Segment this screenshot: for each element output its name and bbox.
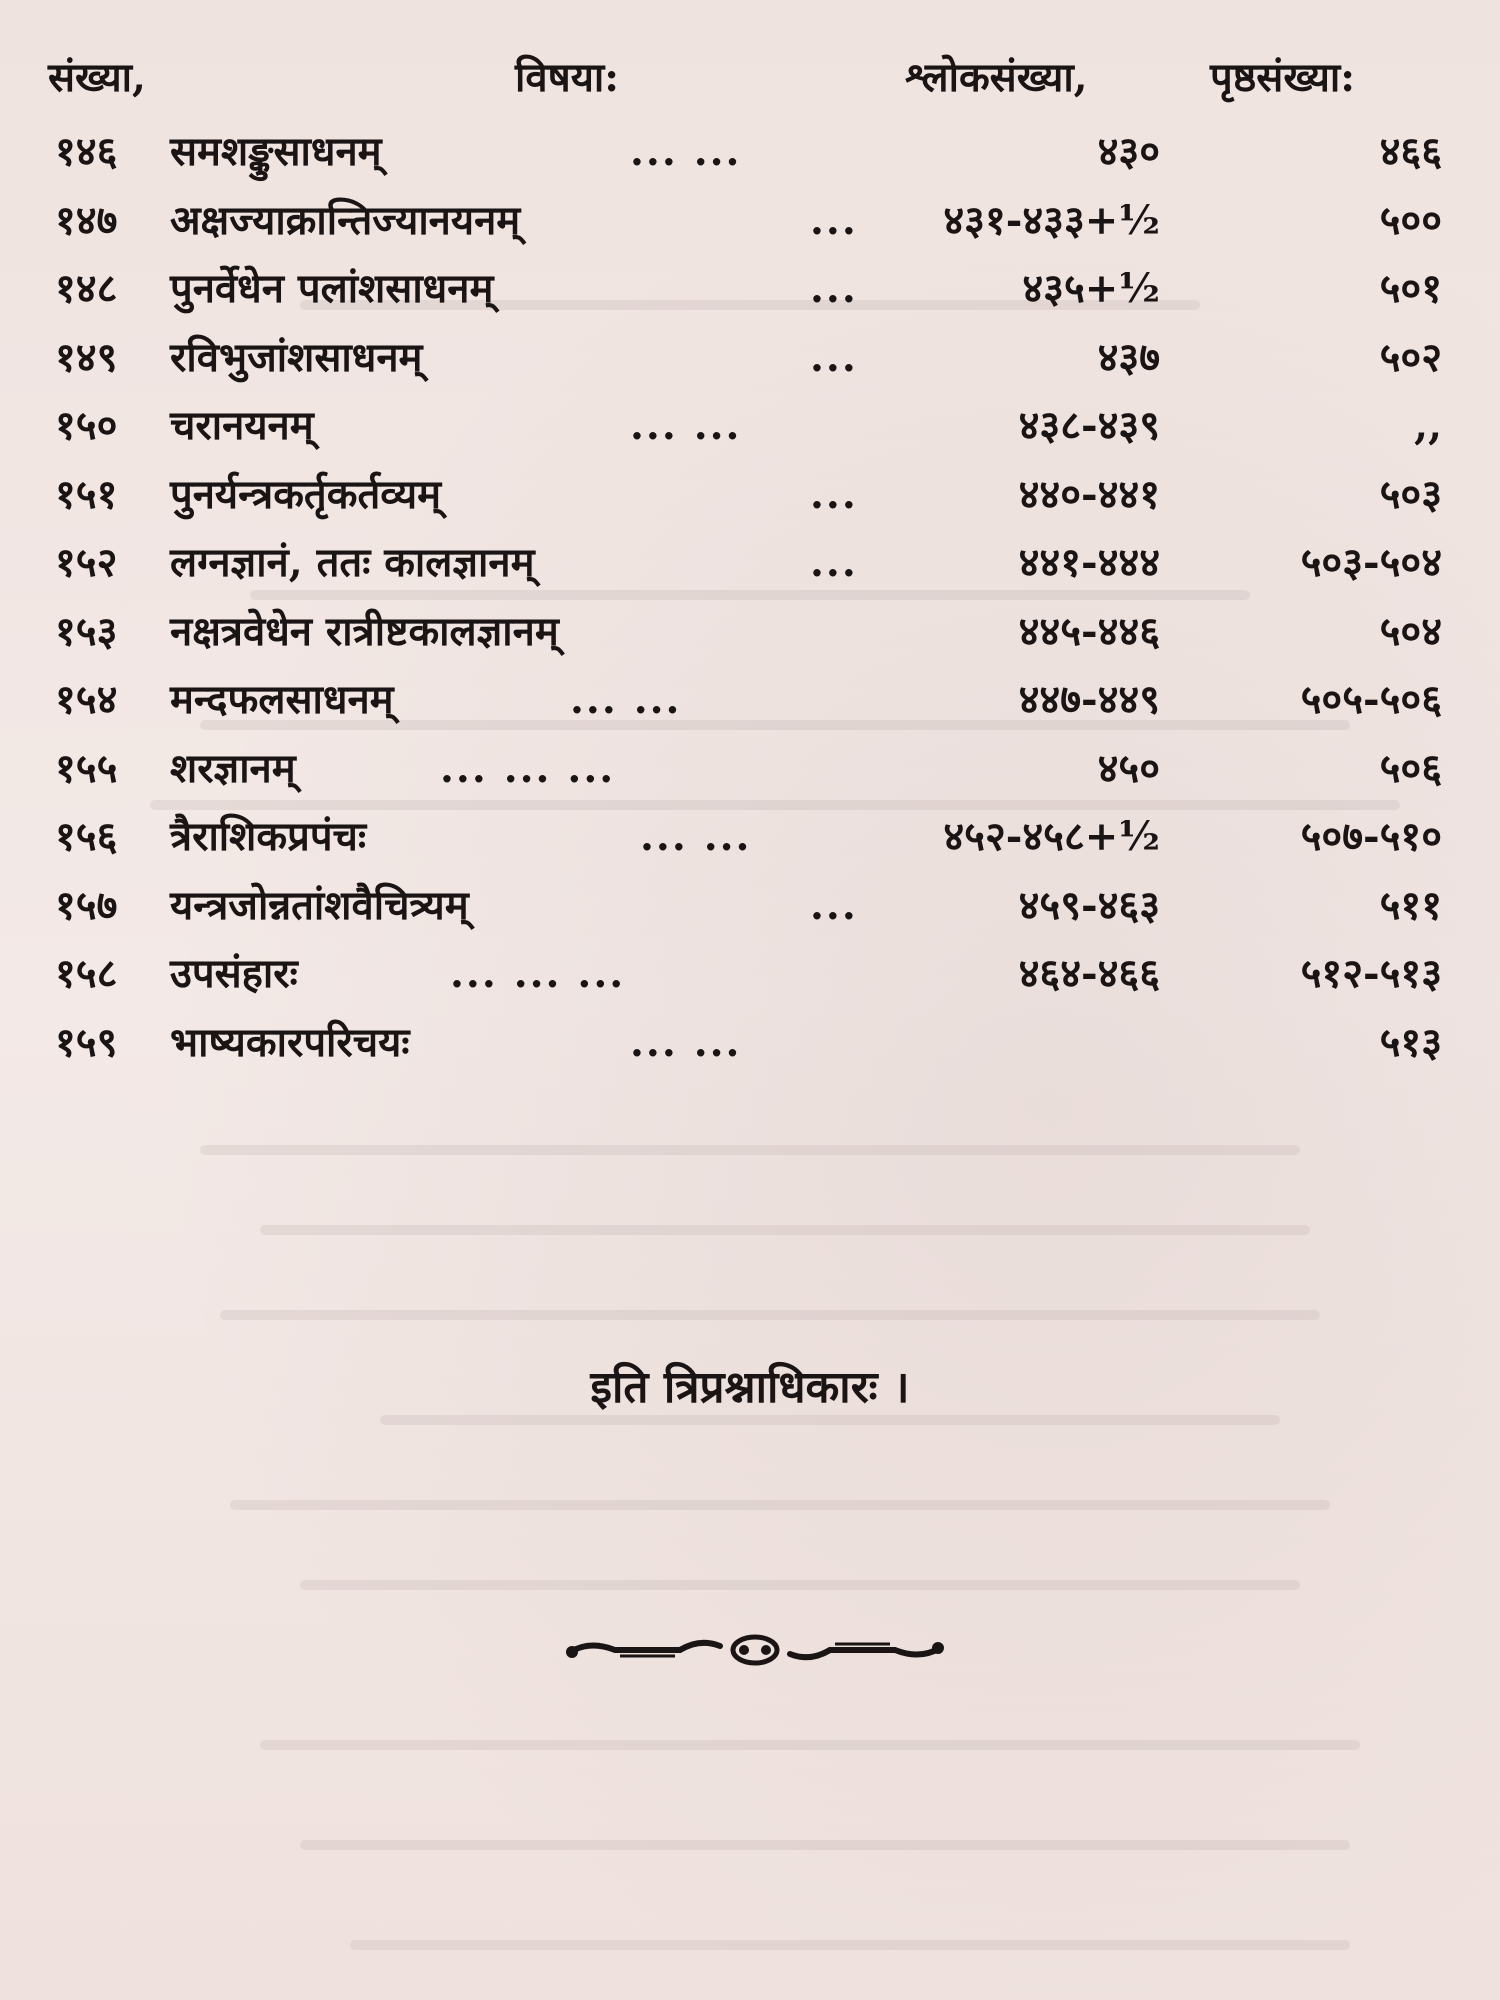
entry-topic: नक्षत्रवेधेन रात्रीष्टकालज्ञानम् (170, 607, 559, 655)
entry-number: १५७ (55, 881, 118, 929)
entry-shloka: ४५२-४५८+½ (943, 813, 1160, 860)
entry-number: १५६ (55, 813, 118, 860)
leader-dots: ... (810, 333, 858, 381)
entry-page: ५०५-५०६ (1300, 676, 1442, 723)
table-row (0, 666, 1500, 735)
leader-dots: ... ... (630, 1018, 742, 1066)
entry-topic: शरज्ञानम् (170, 744, 296, 792)
entry-topic: लग्नज्ञानं, ततः कालज्ञानम् (170, 539, 535, 586)
entry-shloka: ४६४-४६६ (1018, 950, 1160, 997)
entry-shloka: ४३१-४३३+½ (943, 196, 1160, 244)
header-shloka: श्लोकसंख्या, (905, 54, 1088, 101)
decorative-scroll-divider-icon (560, 1620, 950, 1680)
table-row (0, 187, 1500, 256)
leader-dots: ... ... ... (440, 744, 616, 792)
leader-dots: ... (810, 539, 858, 586)
header-number: संख्या, (48, 54, 146, 101)
header-page: पृष्ठसंख्या: (1210, 54, 1356, 101)
table-row (0, 118, 1500, 187)
entry-page: ५०४ (1379, 607, 1442, 655)
entry-number: १५३ (55, 607, 118, 655)
leader-dots: ... ... (630, 402, 742, 449)
entry-page: ५०२ (1379, 333, 1442, 381)
entry-page: ४६६ (1379, 128, 1442, 175)
entry-page: ५१३ (1379, 1018, 1442, 1066)
entry-topic: समशङ्कुसाधनम् (170, 128, 382, 175)
bleed-through-line (380, 1415, 1280, 1425)
entry-number: १४७ (55, 196, 118, 244)
entry-shloka: ४३५+½ (1022, 265, 1160, 312)
entry-topic: भाष्यकारपरिचयः (170, 1018, 410, 1066)
entry-number: १४८ (55, 265, 118, 312)
leader-dots: ... ... (630, 128, 742, 175)
entry-shloka: ४४७-४४९ (1018, 676, 1160, 723)
entry-topic: मन्दफलसाधनम् (170, 676, 394, 723)
entry-page: ,, (1414, 402, 1442, 449)
table-row (0, 1009, 1500, 1078)
entry-shloka: ४३७ (1097, 333, 1160, 381)
entry-topic: त्रैराशिकप्रपंचः (170, 813, 367, 860)
entry-shloka: ४३० (1097, 128, 1160, 175)
table-row (0, 255, 1500, 324)
entry-shloka: ४३८-४३९ (1018, 402, 1160, 449)
bleed-through-line (260, 1225, 1310, 1235)
entry-shloka: ४५९-४६३ (1018, 881, 1160, 929)
bleed-through-line (260, 1740, 1360, 1750)
entry-number: १४९ (55, 333, 118, 381)
entry-page: ५०६ (1379, 744, 1442, 792)
table-row (0, 940, 1500, 1009)
entry-page: ५११ (1379, 881, 1442, 929)
leader-dots: ... ... (640, 813, 752, 860)
entry-shloka: ४४१-४४४ (1018, 539, 1160, 586)
entry-number: १५९ (55, 1018, 118, 1066)
table-row (0, 803, 1500, 872)
table-row (0, 735, 1500, 804)
bleed-through-line (350, 1940, 1350, 1950)
entry-topic: उपसंहारः (170, 950, 298, 997)
bleed-through-line (300, 1840, 1350, 1850)
entry-page: ५०३-५०४ (1300, 539, 1442, 586)
entry-topic: पुनर्यन्त्रकर्तृकर्तव्यम् (170, 470, 442, 518)
entry-number: १५० (55, 402, 118, 449)
table-row (0, 872, 1500, 941)
entry-page: ५०१ (1379, 265, 1442, 312)
entry-page: ५०३ (1379, 470, 1442, 518)
entry-topic: यन्त्रजोन्नतांशवैचित्र्यम् (170, 881, 469, 929)
entry-topic: रविभुजांशसाधनम् (170, 333, 423, 381)
entry-number: १४६ (55, 128, 118, 175)
table-row (0, 598, 1500, 667)
contents-table (0, 118, 1500, 1077)
leader-dots: ... (810, 470, 858, 518)
chapter-colophon: इति त्रिप्रश्नाधिकारः । (590, 1362, 910, 1413)
header-topic: विषया: (515, 54, 620, 101)
entry-topic: अक्षज्याक्रान्तिज्यानयनम् (170, 196, 521, 244)
leader-dots: ... (810, 881, 858, 929)
entry-number: १५५ (55, 744, 118, 792)
entry-number: १५४ (55, 676, 118, 723)
entry-page: ५०० (1379, 196, 1442, 244)
entry-topic: पुनर्वेधेन पलांशसाधनम् (170, 265, 494, 312)
leader-dots: ... ... (570, 676, 682, 723)
entry-topic: चरानयनम् (170, 402, 314, 449)
table-row (0, 324, 1500, 393)
bleed-through-line (200, 1145, 1300, 1155)
bleed-through-line (230, 1500, 1330, 1510)
table-row (0, 392, 1500, 461)
leader-dots: ... (810, 196, 858, 244)
entry-shloka: ४४५-४४६ (1018, 607, 1160, 655)
bleed-through-line (300, 1580, 1300, 1590)
leader-dots: ... (810, 265, 858, 312)
entry-number: १५८ (55, 950, 118, 997)
leader-dots: ... ... ... (450, 950, 626, 997)
entry-shloka: ४४०-४४१ (1018, 470, 1160, 518)
entry-number: १५१ (55, 470, 118, 518)
bleed-through-line (220, 1310, 1320, 1320)
table-row (0, 529, 1500, 598)
entry-page: ५१२-५१३ (1300, 950, 1442, 997)
table-row (0, 461, 1500, 530)
table-header (0, 48, 1500, 108)
entry-shloka: ४५० (1097, 744, 1160, 792)
entry-page: ५०७-५१० (1300, 813, 1442, 860)
entry-number: १५२ (55, 539, 118, 586)
